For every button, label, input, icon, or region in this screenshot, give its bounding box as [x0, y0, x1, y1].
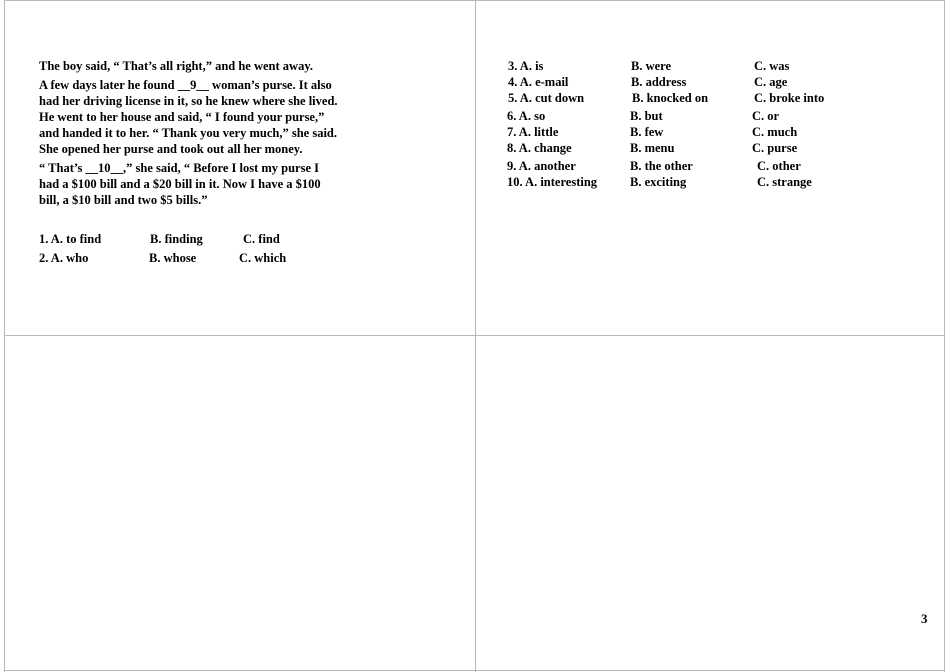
option-c: C. or [752, 109, 780, 123]
slide-divider-vertical [475, 0, 476, 672]
option-b: B. finding [150, 232, 203, 246]
question-number-option-a: 4. A. e-mail [508, 75, 569, 89]
slide-border-bottom [4, 670, 945, 671]
option-c: C. much [752, 125, 798, 139]
option-c: C. find [243, 232, 280, 246]
passage-line: The boy said, “ That’s all right,” and he went away. [39, 59, 314, 73]
option-b: B. but [630, 109, 663, 123]
option-c: C. other [757, 159, 801, 173]
option-c: C. broke into [754, 91, 825, 105]
question-number-option-a: 3. A. is [508, 59, 544, 73]
question-number-option-a: 9. A. another [507, 159, 576, 173]
question-number-option-a: 2. A. who [39, 251, 89, 265]
passage-line: and handed it to her. “ Thank you very much,” she said. [39, 126, 337, 140]
passage-line: had her driving license in it, so he knew where she lived. [39, 94, 338, 108]
option-c: C. purse [752, 141, 798, 155]
option-b: B. knocked on [632, 91, 709, 105]
question-number-option-a: 5. A. cut down [508, 91, 585, 105]
slide-border-top [4, 0, 945, 1]
option-b: B. were [631, 59, 672, 73]
option-c: C. strange [757, 175, 812, 189]
question-number-option-a: 10. A. interesting [507, 175, 598, 189]
option-c: C. age [754, 75, 788, 89]
question-number-option-a: 1. A. to find [39, 232, 102, 246]
page-number: 3 [921, 611, 928, 626]
question-number-option-a: 6. A. so [507, 109, 546, 123]
passage-line: had a $100 bill and a $20 bill in it. Now I have a $100 [39, 177, 321, 191]
slide-divider-horizontal [4, 335, 945, 336]
option-b: B. menu [630, 141, 675, 155]
slide-border-left [4, 0, 5, 672]
passage-line: She opened her purse and took out all her money. [39, 142, 303, 156]
option-b: B. exciting [630, 175, 687, 189]
passage-line: He went to her house and said, “ I found your purse,” [39, 110, 325, 124]
question-number-option-a: 7. A. little [507, 125, 559, 139]
option-b: B. few [630, 125, 664, 139]
option-b: B. whose [149, 251, 197, 265]
passage-line: bill, a $10 bill and two $5 bills.” [39, 193, 208, 207]
option-b: B. address [631, 75, 687, 89]
option-c: C. which [239, 251, 287, 265]
question-number-option-a: 8. A. change [507, 141, 572, 155]
option-c: C. was [754, 59, 790, 73]
option-b: B. the other [630, 159, 693, 173]
passage-line: “ That’s __10__,” she said, “ Before I lost my purse I [39, 161, 319, 175]
passage-line: A few days later he found __9__ woman’s purse. It also [39, 78, 332, 92]
slide-border-right [944, 0, 945, 672]
